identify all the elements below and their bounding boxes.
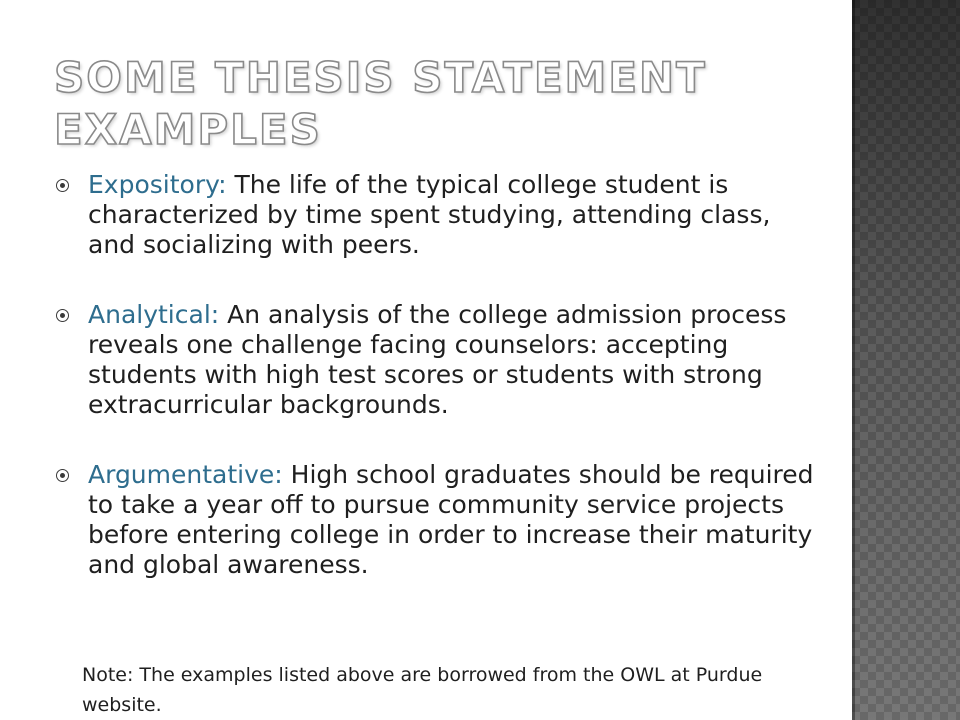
bullet-list: [56, 170, 816, 580]
bullet-term: Expository:: [88, 170, 227, 199]
bullet-item-expository: [56, 170, 816, 260]
slide-title: SOME THESIS STATEMENT EXAMPLES: [54, 53, 707, 154]
bullet-term: Argumentative:: [88, 460, 283, 489]
circled-dot-icon: [56, 309, 69, 322]
bullet-text: The life of the typical college student is characterized by time spent studying, attending class, and socializing with peers.: [88, 170, 771, 259]
bullet-text: High school graduates should be required to take a year off to pursue community service projects before entering college in order to increase their maturity and global awareness.: [88, 460, 814, 579]
bullet-item-argumentative: [56, 460, 816, 580]
circled-dot-icon: [56, 469, 69, 482]
source-note: Note: The examples listed above are borrowed from the OWL at Purdue website.: [82, 664, 763, 716]
bullet-term: Analytical:: [88, 300, 220, 329]
circled-dot-icon: [56, 179, 69, 192]
bullet-text: An analysis of the college admission process reveals one challenge facing counselors: accepting students with high test scores or students with strong extracurricular backgrounds.: [88, 300, 787, 419]
decorative-side-panel: [852, 0, 960, 720]
bullet-item-analytical: [56, 300, 816, 420]
